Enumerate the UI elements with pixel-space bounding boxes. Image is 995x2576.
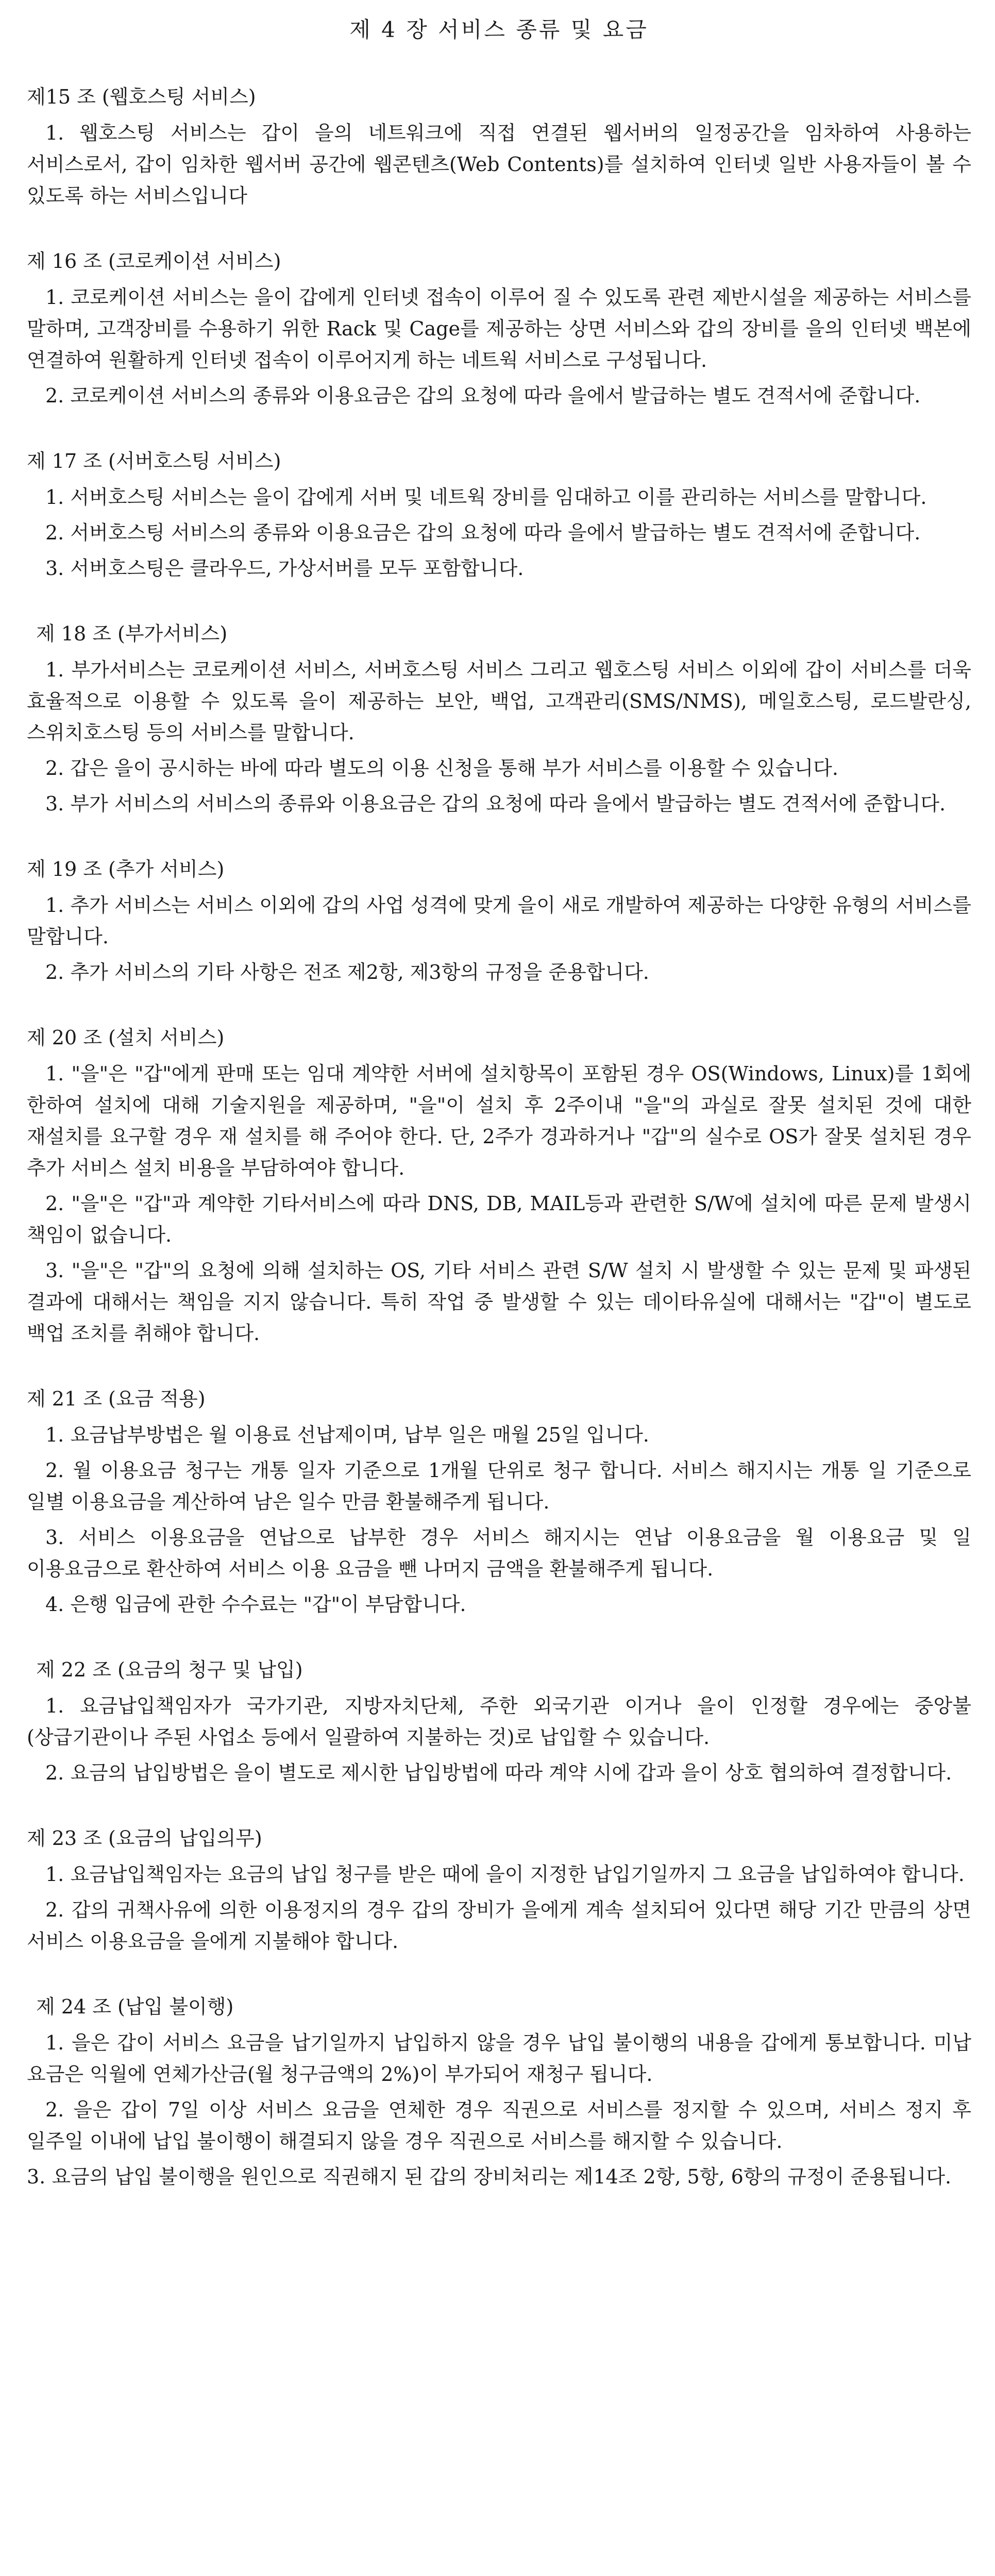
article-paragraph: 1. 부가서비스는 코로케이션 서비스, 서버호스팅 서비스 그리고 웹호스팅 서비스 이외에 갑이 서비스를 더욱 효율적으로 이용할 수 있도록 을이 제공하는 보안, 백업, 고객관리(SMS/NMS), 메일호스팅, 로드발란싱, 스위치호스팅 등의 서비스를 말합니다. xyxy=(27,658,971,744)
article-paragraph: 2. 갑은 을이 공시하는 바에 따라 별도의 이용 신청을 통해 부가 서비스를 이용할 수 있습니다. xyxy=(45,757,838,779)
article-paragraph: 1. 요금납입책임자가 국가기관, 지방자치단체, 주한 외국기관 이거나 을이 인정할 경우에는 중앙불 (상급기관이나 주된 사업소 등에서 일괄하여 지불하는 것)로 납입할 수 있습니다. xyxy=(27,1694,971,1749)
article-heading: 제 17 조 (서버호스팅 서비스) xyxy=(27,450,281,472)
article-paragraph: 2. 요금의 납입방법은 을이 별도로 제시한 납입방법에 따라 계약 시에 갑과 을이 상호 협의하여 결정합니다. xyxy=(45,1761,952,1784)
article-heading: 제 22 조 (요금의 청구 및 납입) xyxy=(36,1658,303,1681)
article-paragraph: 3. 서버호스팅은 클라우드, 가상서버를 모두 포함합니다. xyxy=(45,557,524,580)
article-paragraph: 3. "을"은 "갑"의 요청에 의해 설치하는 OS, 기타 서비스 관련 S/W 설치 시 발생할 수 있는 문제 및 파생된 결과에 대해서는 책임을 지지 않습니다. 특히 작업 중 발생할 수 있는 데이타유실에 대해서는 "갑"이 별도로 백업 조치를 취해야 합니다. xyxy=(27,1259,971,1345)
article-21 xyxy=(27,1383,971,1620)
chapter-title: 제 4 장 서비스 종류 및 요금 xyxy=(349,17,649,42)
article-paragraph: 1. 을은 갑이 서비스 요금을 납기일까지 납입하지 않을 경우 납입 불이행의 내용을 갑에게 통보합니다. 미납 요금은 익월에 연체가산금(월 청구금액의 2%)이 부가되어 재청구 됩니다. xyxy=(27,2031,971,2086)
article-heading: 제 24 조 (납입 불이행) xyxy=(36,1995,234,2018)
article-paragraph: 1. 요금납부방법은 월 이용료 선납제이며, 납부 일은 매월 25일 입니다. xyxy=(45,1423,649,1446)
article-heading: 제15 조 (웹호스팅 서비스) xyxy=(27,86,256,108)
article-paragraph: 3. 부가 서비스의 서비스의 종류와 이용요금은 갑의 요청에 따라 을에서 발급하는 별도 견적서에 준합니다. xyxy=(45,792,946,815)
article-heading: 제 20 조 (설치 서비스) xyxy=(27,1026,225,1049)
article-15 xyxy=(27,81,971,212)
article-heading: 제 16 조 (코로케이션 서비스) xyxy=(27,250,281,273)
article-paragraph: 2. 을은 갑이 7일 이상 서비스 요금을 연체한 경우 직권으로 서비스를 정지할 수 있으며, 서비스 정지 후 일주일 이내에 납입 불이행이 해결되지 않을 경우 직권으로 서비스를 해지할 수 있습니다. xyxy=(27,2098,971,2153)
article-paragraph: 2. 서버호스팅 서비스의 종류와 이용요금은 갑의 요청에 따라 을에서 발급하는 별도 견적서에 준합니다. xyxy=(45,521,921,544)
article-paragraph: 2. 월 이용요금 청구는 개통 일자 기준으로 1개월 단위로 청구 합니다. 서비스 해지시는 개통 일 기준으로 일별 이용요금을 계산하여 남은 일수 만큼 환불해주게 됩니다. xyxy=(27,1459,971,1513)
article-heading: 제 19 조 (추가 서비스) xyxy=(27,858,225,880)
article-18 xyxy=(27,618,971,820)
article-paragraph: 1. "을"은 "갑"에게 판매 또는 임대 계약한 서버에 설치항목이 포함된 경우 OS(Windows, Linux)를 1회에 한하여 설치에 대해 기술지원을 제공하며, "을"이 설치 후 2주이내 "을"의 과실로 잘못 설치된 것에 대한 재설치를 요구할 경우 재 설치를 해 주어야 한다. 단, 2주가 경과하거나 "갑"의 실수로 OS가 잘못 설치된 경우 추가 서비스 설치 비용을 부담하여야 합니다. xyxy=(27,1062,971,1179)
article-16 xyxy=(27,246,971,412)
article-20 xyxy=(27,1022,971,1349)
article-paragraph: 4. 은행 입금에 관한 수수료는 "갑"이 부담합니다. xyxy=(45,1593,466,1616)
article-paragraph: 1. 요금납입책임자는 요금의 납입 청구를 받은 때에 을이 지정한 납입기일까지 그 요금을 납입하여야 합니다. xyxy=(45,1863,965,1886)
article-heading: 제 23 조 (요금의 납입의무) xyxy=(27,1827,262,1850)
article-paragraph: 3. 요금의 납입 불이행을 원인으로 직권해지 된 갑의 장비처리는 제14조 2항, 5항, 6항의 규정이 준용됩니다. xyxy=(27,2165,952,2188)
article-paragraph: 1. 웹호스팅 서비스는 갑이 을의 네트워크에 직접 연결된 웹서버의 일정공간을 임차하여 사용하는 서비스로서, 갑이 임차한 웹서버 공간에 웹콘텐츠(Web Contents)를 설치하여 인터넷 일반 사용자들이 볼 수 있도록 하는 서비스입니다 xyxy=(27,122,971,207)
article-paragraph: 2. 추가 서비스의 기타 사항은 전조 제2항, 제3항의 규정을 준용합니다. xyxy=(45,961,649,984)
article-19 xyxy=(27,854,971,988)
article-paragraph: 2. "을"은 "갑"과 계약한 기타서비스에 따라 DNS, DB, MAIL등과 관련한 S/W에 설치에 따른 문제 발생시 책임이 없습니다. xyxy=(27,1192,971,1246)
article-paragraph: 2. 코로케이션 서비스의 종류와 이용요금은 갑의 요청에 따라 을에서 발급하는 별도 견적서에 준합니다. xyxy=(45,384,921,407)
article-heading: 제 18 조 (부가서비스) xyxy=(36,622,228,645)
article-paragraph: 1. 서버호스팅 서비스는 을이 갑에게 서버 및 네트웍 장비를 임대하고 이를 관리하는 서비스를 말합니다. xyxy=(45,486,927,509)
article-paragraph: 3. 서비스 이용요금을 연납으로 납부한 경우 서비스 해지시는 연납 이용요금을 월 이용요금 및 일 이용요금으로 환산하여 서비스 이용 요금을 뺀 나머지 금액을 환불해주게 됩니다. xyxy=(27,1526,971,1580)
article-paragraph: 2. 갑의 귀책사유에 의한 이용정지의 경우 갑의 장비가 을에게 계속 설치되어 있다면 해당 기간 만큼의 상면 서비스 이용요금을 을에게 지불해야 합니다. xyxy=(27,1899,971,1953)
article-24 xyxy=(27,1991,971,2193)
article-paragraph: 1. 코로케이션 서비스는 을이 갑에게 인터넷 접속이 이루어 질 수 있도록 관련 제반시설을 제공하는 서비스를 말하며, 고객장비를 수용하기 위한 Rack 및 Cage를 제공하는 상면 서비스와 갑의 장비를 을의 인터넷 백본에 연결하여 원활하게 인터넷 접속이 이루어지게 하는 네트웍 서비스로 구성됩니다. xyxy=(27,286,971,371)
article-heading: 제 21 조 (요금 적용) xyxy=(27,1387,206,1410)
article-22 xyxy=(27,1654,971,1789)
article-17 xyxy=(27,446,971,584)
article-paragraph: 1. 추가 서비스는 서비스 이외에 갑의 사업 성격에 맞게 을이 새로 개발하여 제공하는 다양한 유형의 서비스를 말합니다. xyxy=(27,894,972,948)
article-23 xyxy=(27,1823,971,1957)
